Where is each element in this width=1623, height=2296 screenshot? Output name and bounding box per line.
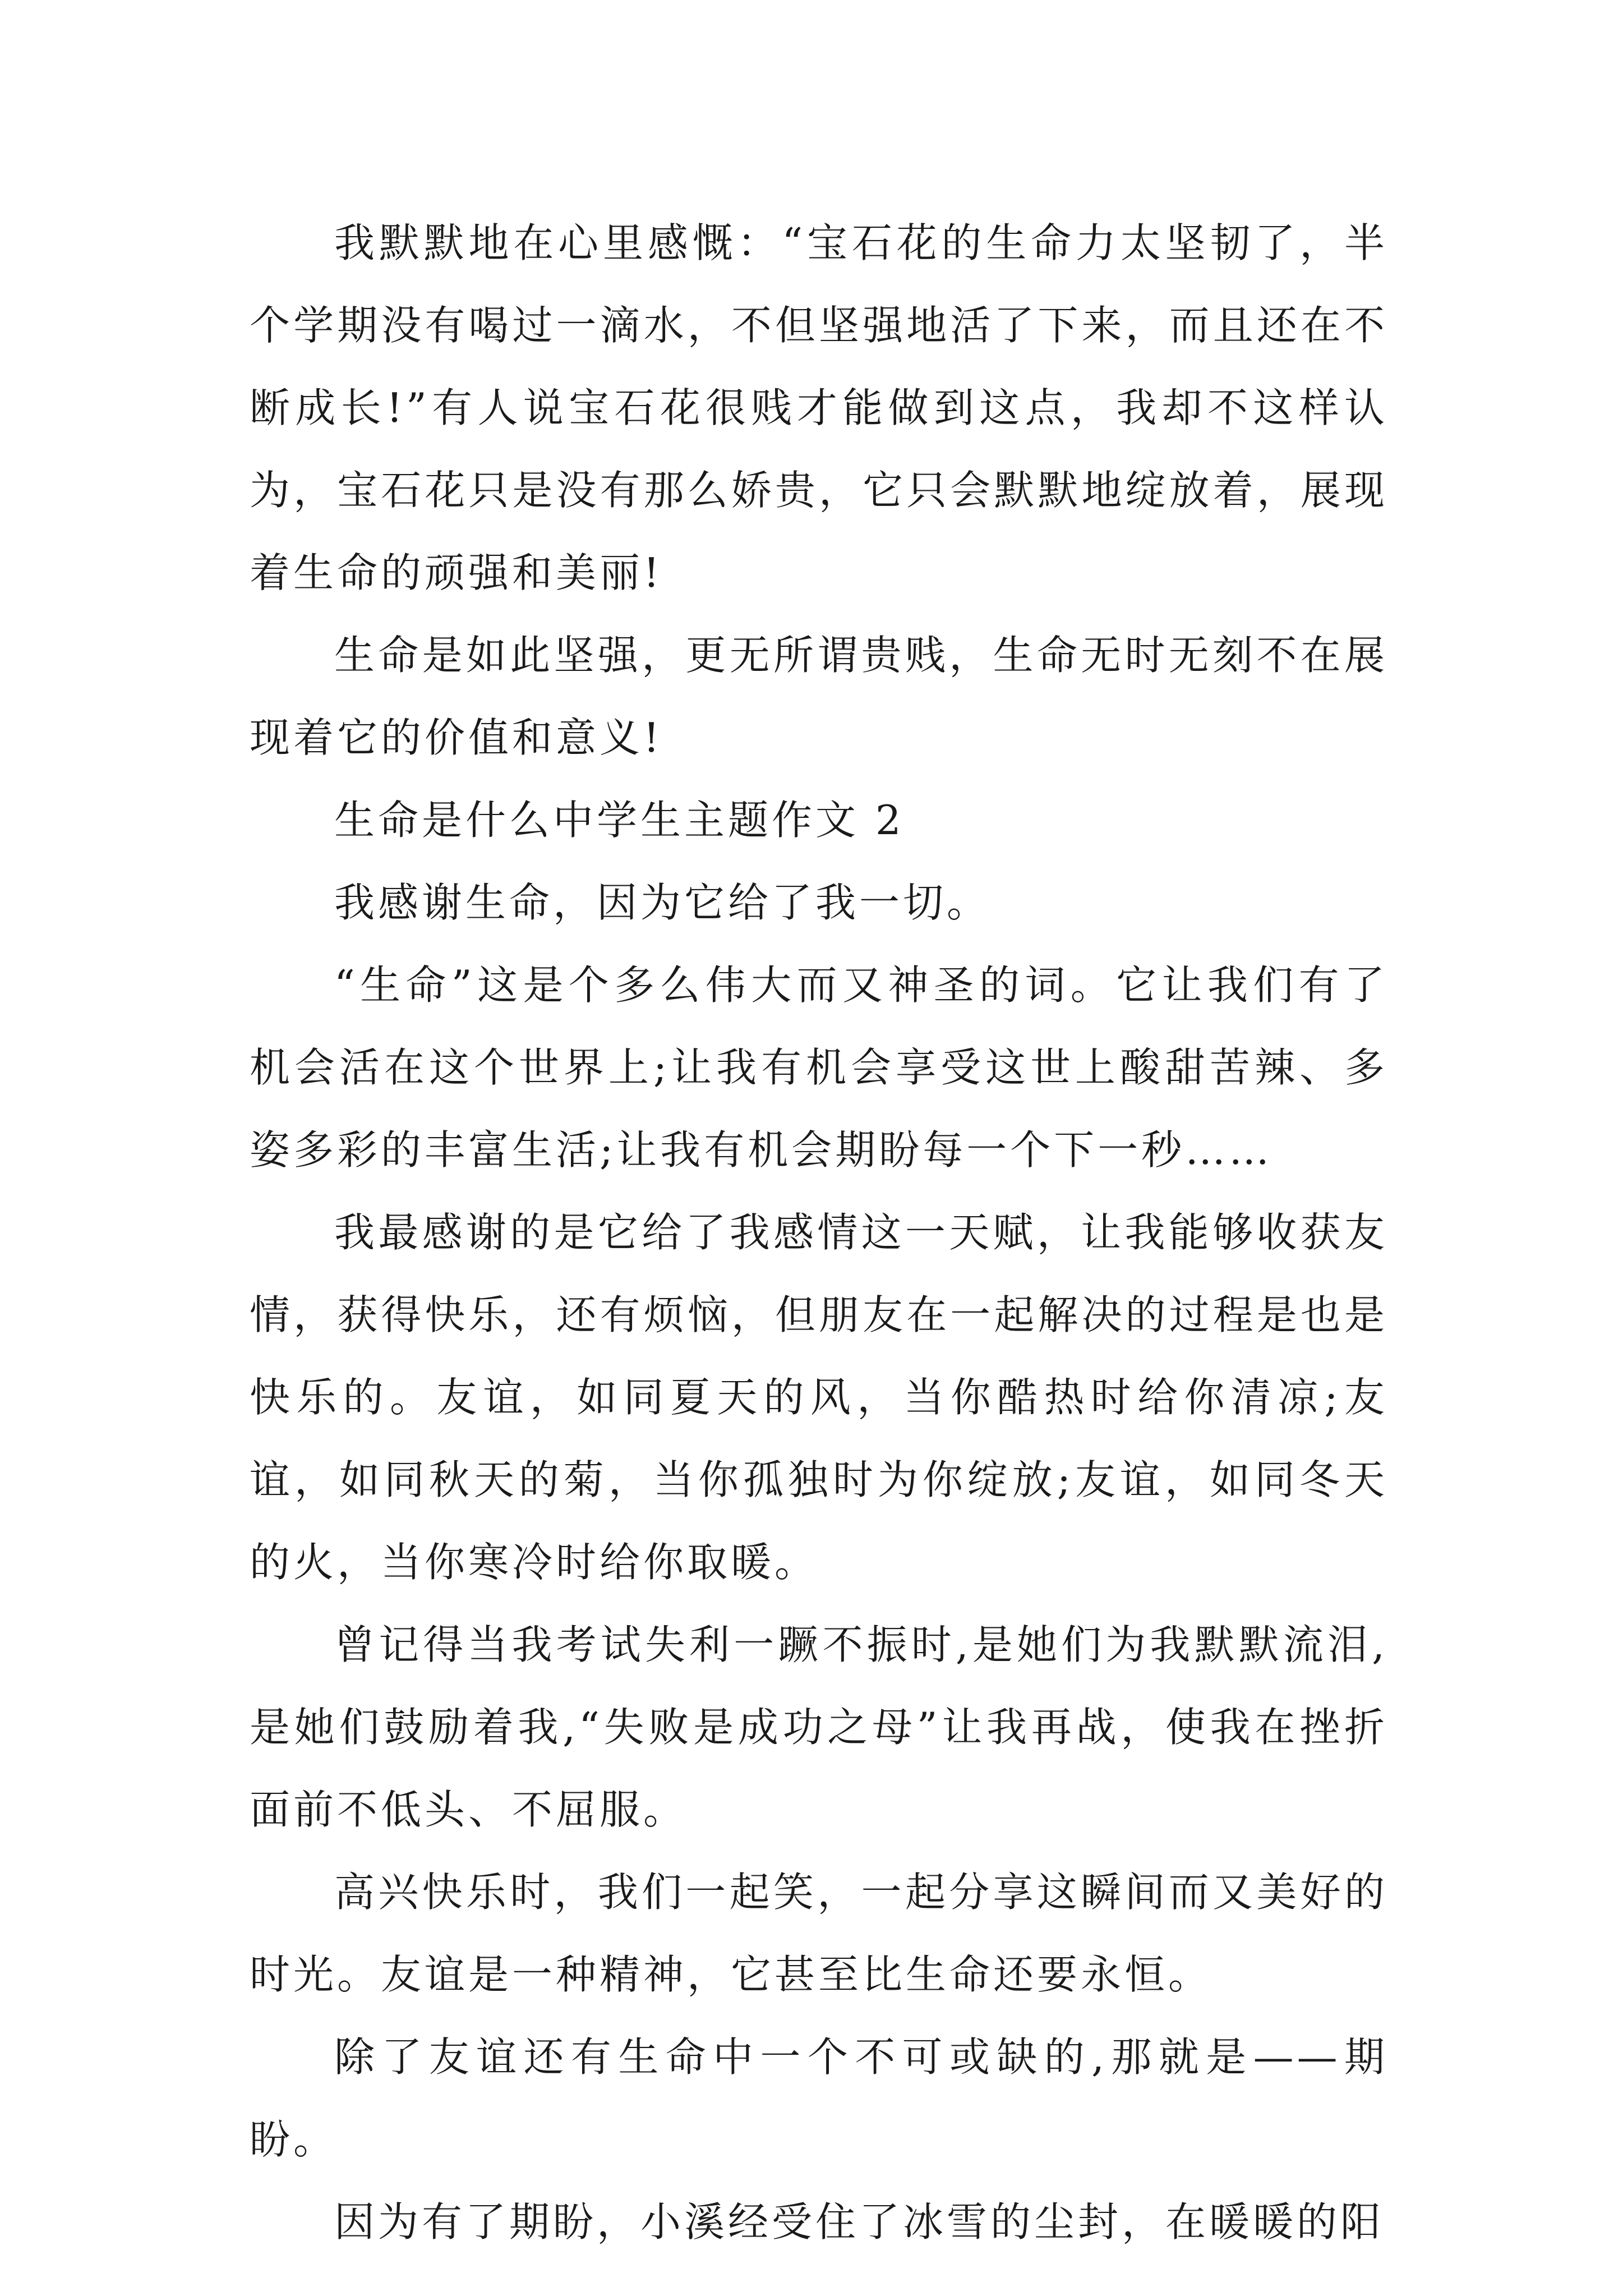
paragraph-9: 因为有了期盼，小溪经受住了冰雪的尘封，在暖暖的阳 <box>334 2198 1385 2246</box>
paragraph-7: 高兴快乐时，我们一起笑，一起分享这瞬间而又美好的时光。友谊是一种精神，它甚至比生命还要永恒。 <box>250 1869 1388 1998</box>
paragraph-6: 曾记得当我考试失利一蹶不振时,是她们为我默默流泪,是她们鼓励着我,“失败是成功之母”让我再战，使我在挫折面前不低头、不屈服。 <box>250 1621 1388 1833</box>
paragraph-1: 我默默地在心里感慨：“宝石花的生命力太坚韧了，半个学期没有喝过一滴水，不但坚强地活了下来，而且还在不断成长!”有人说宝石花很贱才能做到这点，我却不这样认为，宝石花只是没有那么娇贵，它只会默默地绽放着，展现着生命的顽强和美丽! <box>250 219 1388 596</box>
paragraph-3: 我感谢生命，因为它给了我一切。 <box>334 879 991 926</box>
paragraph-4: “生命”这是个多么伟大而又神圣的词。它让我们有了机会活在这个世界上;让我有机会享受这世上酸甜苦辣、多姿多彩的丰富生活;让我有机会期盼每一个下一秒…… <box>250 961 1388 1174</box>
paragraph-2: 生命是如此坚强，更无所谓贵贱，生命无时无刻不在展现着它的价值和意义! <box>250 632 1388 761</box>
paragraph-8: 除了友谊还有生命中一个不可或缺的,那就是——期盼。 <box>250 2033 1388 2163</box>
document-body <box>250 202 1388 2263</box>
essay-heading: 生命是什么中学生主题作文 2 <box>334 797 905 844</box>
paragraph-5: 我最感谢的是它给了我感情这一天赋，让我能够收获友情，获得快乐，还有烦恼，但朋友在一起解决的过程是也是快乐的。友谊，如同夏天的风，当你酷热时给你清凉;友谊，如同秋天的菊，当你孤独时为你绽放;友谊，如同冬天的火，当你寒冷时给你取暖。 <box>250 1209 1388 1586</box>
